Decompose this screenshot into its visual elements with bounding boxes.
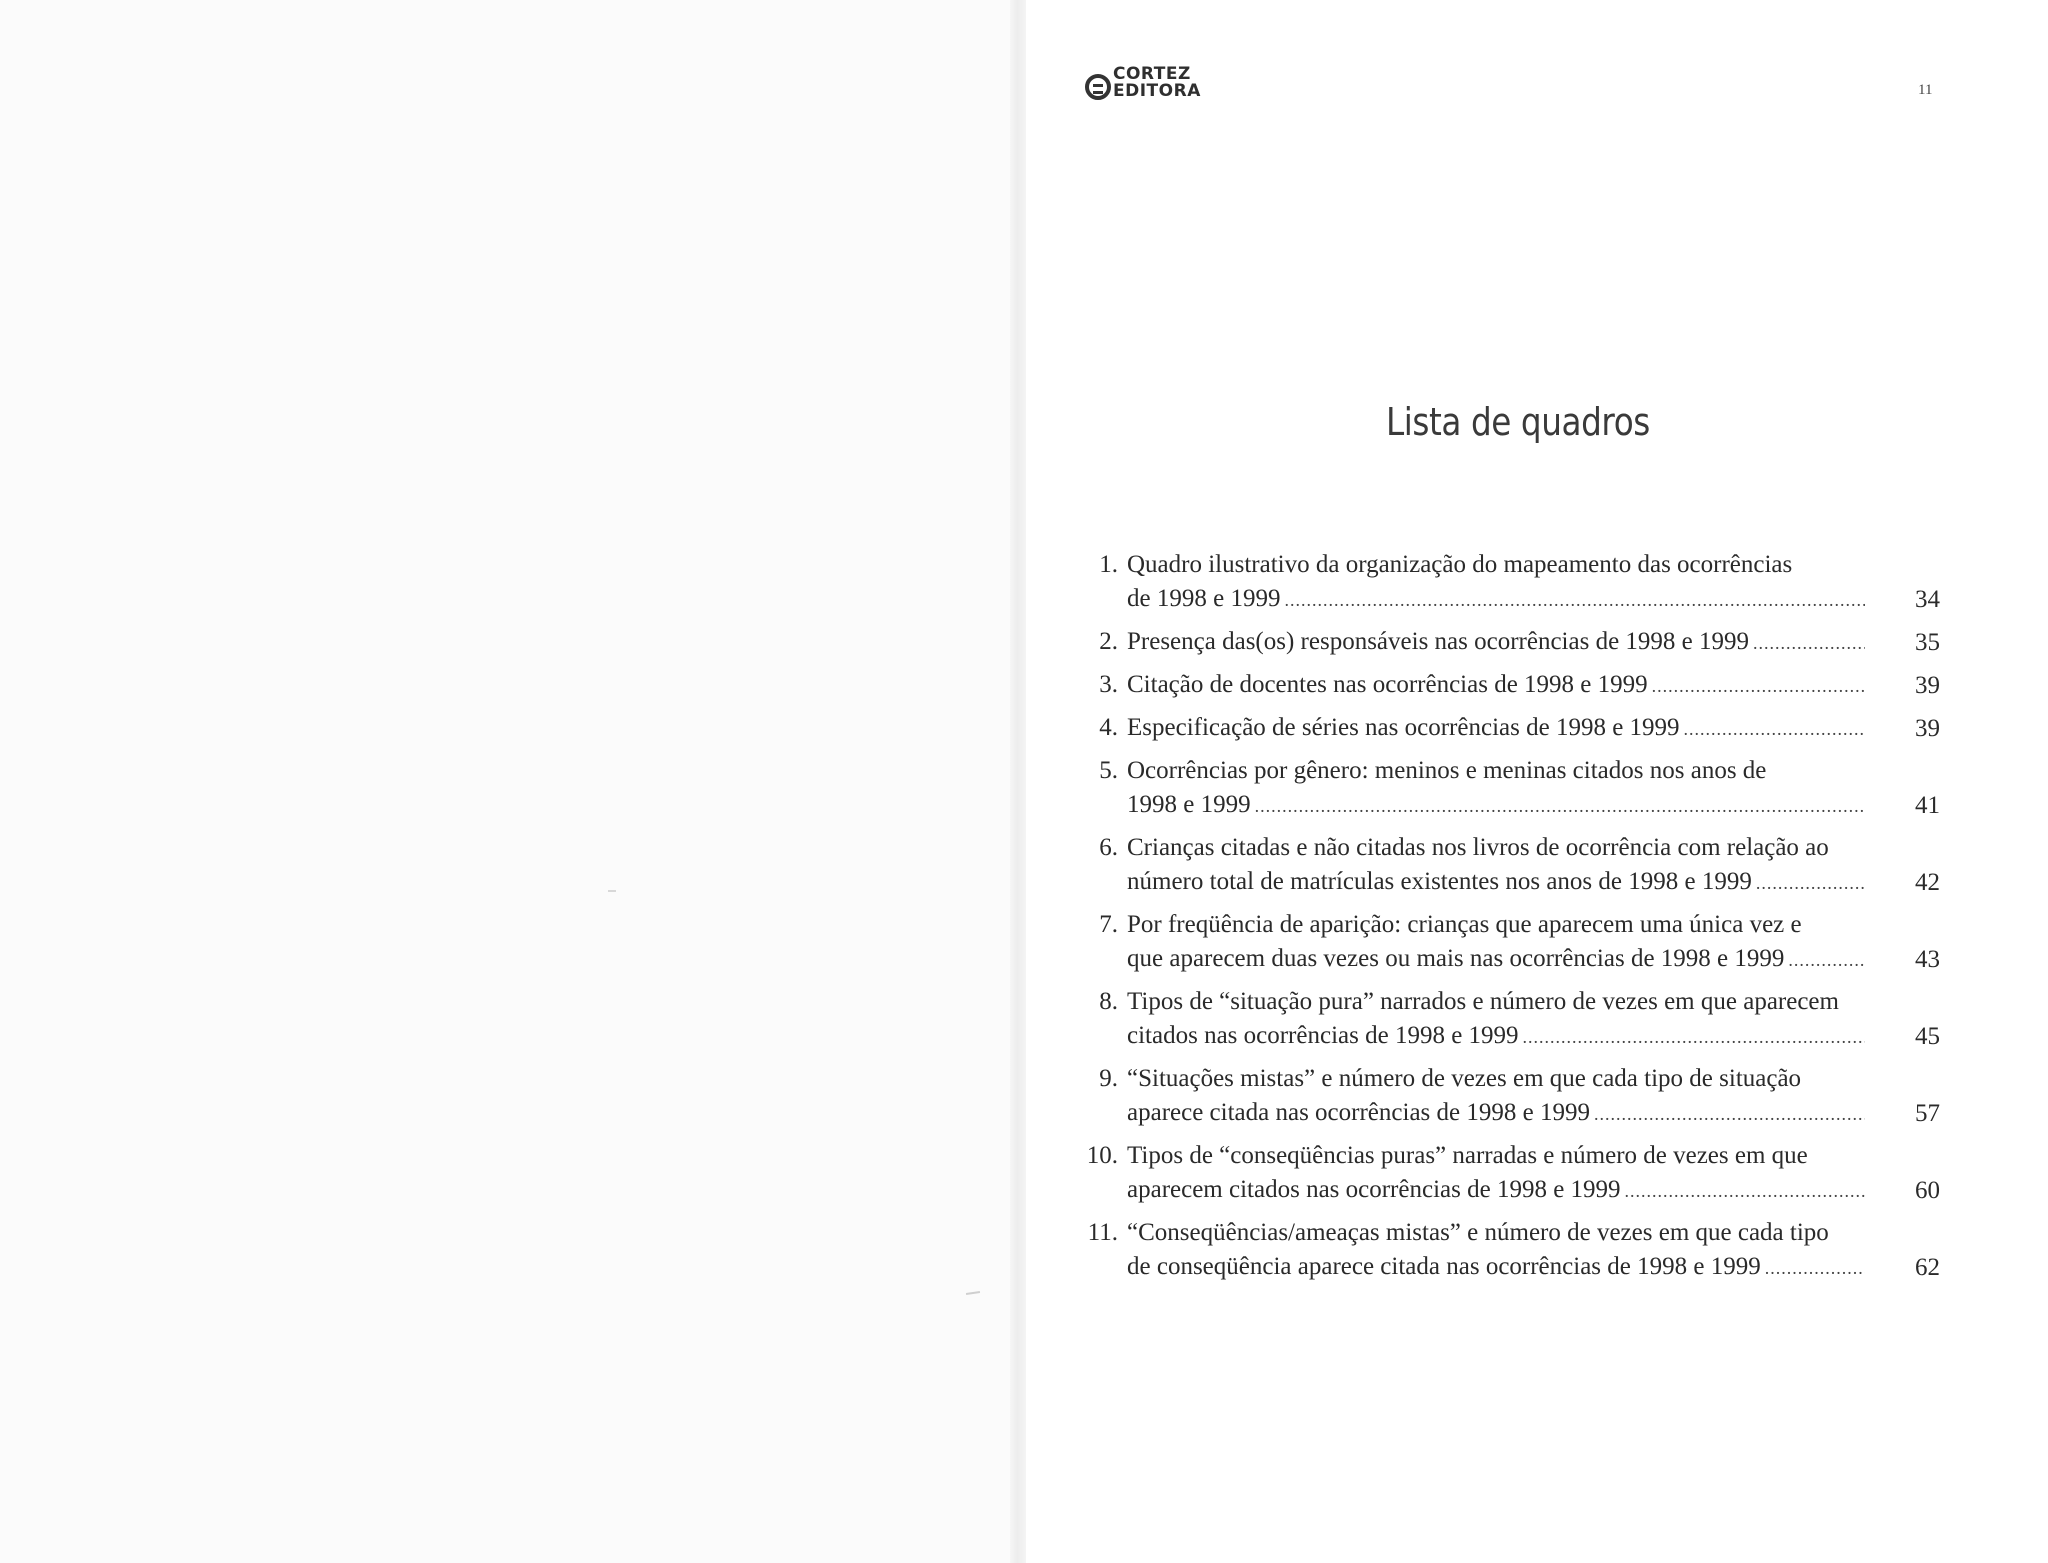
toc-entry-title-end: aparece citada nas ocorrências de 1998 e 1999 [1127,1099,1590,1126]
page-title: Lista de quadros [1386,400,1650,444]
toc-entry-title-line: Tipos de “situação pura” narrados e número de vezes em que aparecem [1127,988,1839,1015]
toc-entry [1080,1216,1940,1285]
toc-entry-title-line: “Situações mistas” e número de vezes em que cada tipo de situação [1127,1065,1802,1092]
toc-entry-page: 57 [1915,1100,1940,1127]
toc-entry-number: 3. [1099,671,1118,698]
toc-entry [1080,711,1940,746]
toc-dot-leader [1753,626,1865,660]
toc-entry-number: 11. [1087,1219,1118,1246]
logo-line-1: CORTEZ [1113,64,1191,84]
toc-dot-leader [1765,1251,1865,1285]
toc-entry-title-line: Tipos de “conseqüências puras” narradas e número de vezes em que [1127,1142,1808,1169]
toc-dot-leader [1284,583,1865,617]
toc-entry-last-line [1127,625,1865,660]
toc-entry [1080,1062,1940,1131]
logo-line-2: EDITORA [1113,81,1201,101]
toc-dot-leader [1625,1174,1865,1208]
toc-entry-title-end: que aparecem duas vezes ou mais nas ocorrências de 1998 e 1999 [1127,945,1785,972]
toc-dot-leader [1756,866,1865,900]
page-number: 11 [1918,82,1933,98]
toc-entry-last-line [1127,865,1865,900]
toc-entry-number: 10. [1086,1142,1118,1169]
toc-entry [1080,908,1940,977]
toc-entry-body [1127,548,1865,617]
toc-entry-title-line: Ocorrências por gênero: meninos e meninas citados nos anos de [1127,757,1767,784]
toc-entry-title-line: Quadro ilustrativo da organização do mapeamento das ocorrências [1127,551,1793,578]
toc-entry [1080,625,1940,660]
toc-entry-title-end: aparecem citados nas ocorrências de 1998 e 1999 [1127,1176,1621,1203]
toc-entry-title-end: 1998 e 1999 [1127,791,1251,818]
toc-entry-body [1127,1216,1865,1285]
toc-entry [1080,1139,1940,1208]
toc-entry-body [1127,908,1865,977]
toc-entry-title-end: Citação de docentes nas ocorrências de 1998 e 1999 [1127,671,1648,698]
toc-entry [1080,548,1940,617]
toc-entry-last-line [1127,788,1865,823]
toc-entry-last-line [1127,1173,1865,1208]
toc-entry-title-end: citados nas ocorrências de 1998 e 1999 [1127,1022,1519,1049]
toc-entry-body [1127,1062,1865,1131]
toc-dot-leader [1594,1097,1865,1131]
toc-entry-body [1127,831,1865,900]
book-gutter [1010,0,1026,1563]
toc-entry-title-line: “Conseqüências/ameaças mistas” e número de vezes em que cada tipo [1127,1219,1829,1246]
toc-entry [1080,668,1940,703]
toc-entry-body [1127,985,1865,1054]
toc-dot-leader [1255,789,1865,823]
paper-speck [608,890,616,892]
publisher-logo-text [1113,66,1201,100]
toc-entry-number: 4. [1099,714,1118,741]
toc-entry-page: 62 [1915,1254,1940,1281]
toc-entry-number: 6. [1099,834,1118,861]
toc-entry-page: 39 [1915,715,1940,742]
toc-entry-last-line [1127,582,1865,617]
paper-speck [966,1291,980,1295]
toc-entry-page: 35 [1915,629,1940,656]
toc-entry-page: 41 [1915,792,1940,819]
toc-entry-page: 39 [1915,672,1940,699]
toc-entry-page: 43 [1915,946,1940,973]
toc-dot-leader [1788,943,1865,977]
publisher-logo-icon [1085,74,1111,100]
toc-entry-last-line [1127,942,1865,977]
left-page-blank [0,0,1014,1563]
toc-entry-body [1127,711,1865,746]
toc-entry-body [1127,668,1865,703]
publisher-logo [1085,64,1201,106]
toc-entry-body [1127,1139,1865,1208]
toc-dot-leader [1652,669,1865,703]
toc-entry-number: 2. [1099,628,1118,655]
toc-entry-title-end: Especificação de séries nas ocorrências de 1998 e 1999 [1127,714,1680,741]
toc-entry-title-end: número total de matrículas existentes nos anos de 1998 e 1999 [1127,868,1752,895]
toc-entry [1080,754,1940,823]
toc-dot-leader [1684,712,1865,746]
toc-entry-page: 34 [1915,586,1940,613]
toc-entry-title-line: Crianças citadas e não citadas nos livros de ocorrência com relação ao [1127,834,1829,861]
toc-entry-title-end: de conseqüência aparece citada nas ocorrências de 1998 e 1999 [1127,1253,1761,1280]
toc-entry-page: 45 [1915,1023,1940,1050]
toc-entry-number: 7. [1099,911,1118,938]
toc-entry-last-line [1127,711,1865,746]
list-of-tables [1080,548,1940,1293]
toc-entry-number: 8. [1099,988,1118,1015]
toc-entry-last-line [1127,1096,1865,1131]
toc-entry-number: 5. [1099,757,1118,784]
toc-entry-last-line [1127,1019,1865,1054]
toc-dot-leader [1523,1020,1865,1054]
toc-entry-body [1127,754,1865,823]
toc-entry-body [1127,625,1865,660]
toc-entry-last-line [1127,1250,1865,1285]
toc-entry-title-line: Por freqüência de aparição: crianças que aparecem uma única vez e [1127,911,1802,938]
toc-entry-number: 9. [1099,1065,1118,1092]
toc-entry-page: 42 [1915,869,1940,896]
toc-entry-last-line [1127,668,1865,703]
toc-entry-page: 60 [1915,1177,1940,1204]
toc-entry-title-end: Presença das(os) responsáveis nas ocorrências de 1998 e 1999 [1127,628,1750,655]
toc-entry-number: 1. [1099,551,1118,578]
toc-entry-title-end: de 1998 e 1999 [1127,585,1281,612]
toc-entry [1080,831,1940,900]
toc-entry [1080,985,1940,1054]
